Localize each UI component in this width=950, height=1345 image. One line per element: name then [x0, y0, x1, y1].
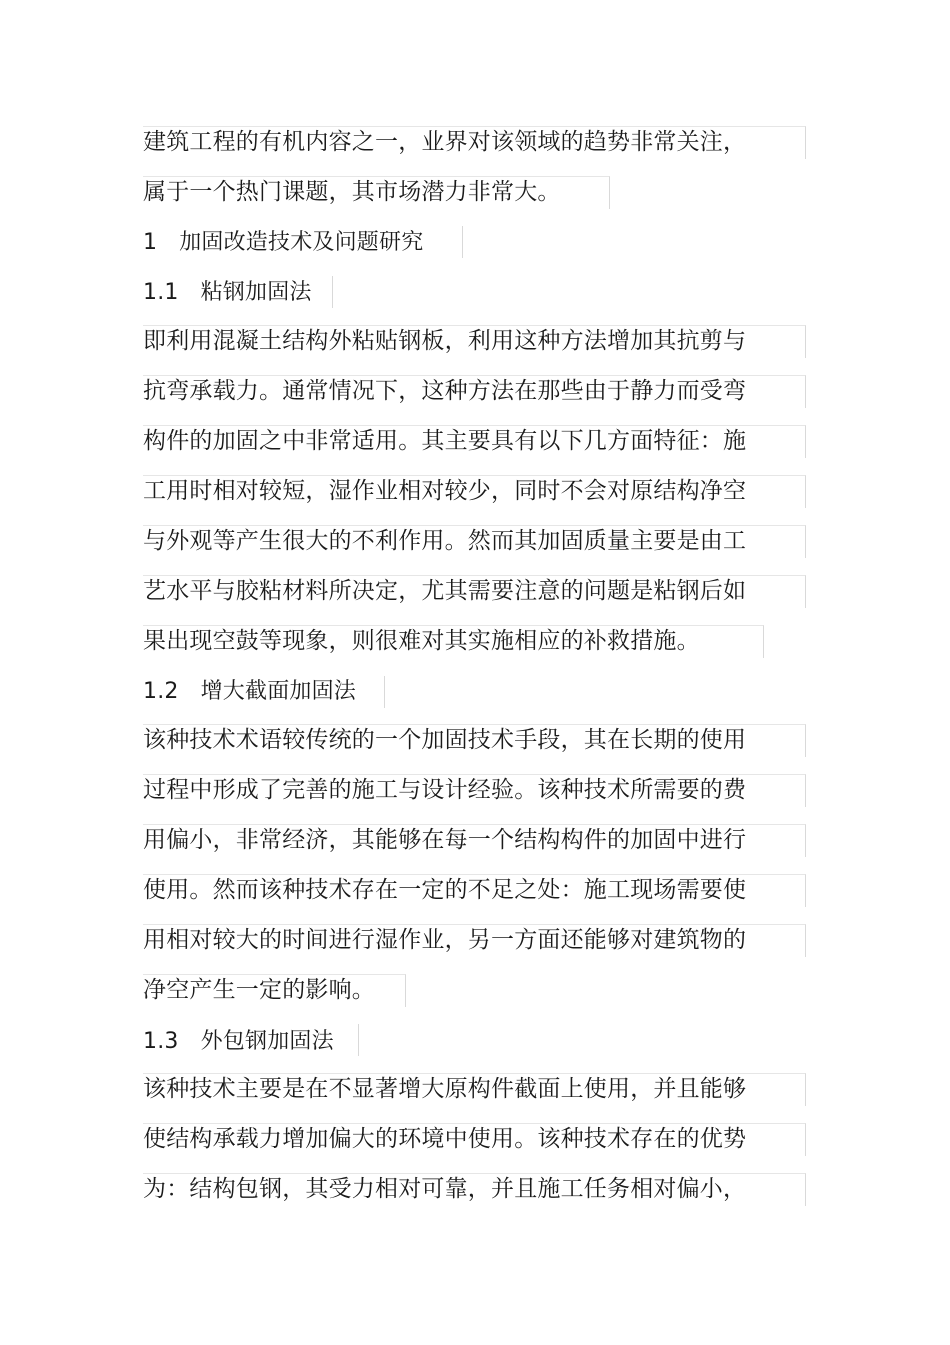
paragraph-line: 果出现空鼓等现象，则很难对其实施相应的补救措施。	[143, 628, 700, 654]
paragraph-line: 使用。然而该种技术存在一定的不足之处：施工现场需要使	[143, 877, 747, 903]
paragraph-line: 即利用混凝土结构外粘贴钢板，利用这种方法增加其抗剪与	[143, 328, 747, 354]
section-heading-1-2	[143, 676, 356, 708]
section-title: 增大截面加固法	[200, 679, 356, 704]
paragraph-line: 过程中形成了完善的施工与设计经验。该种技术所需要的费	[143, 777, 747, 803]
paragraph-line: 使结构承载力增加偏大的环境中使用。该种技术存在的优势	[143, 1126, 747, 1152]
paragraph-line: 与外观等产生很大的不利作用。然而其加固质量主要是由工	[143, 528, 747, 554]
section-title: 外包钢加固法	[200, 1029, 334, 1054]
section-number: 1.2	[143, 679, 179, 704]
paragraph-line: 抗弯承载力。通常情况下，这种方法在那些由于静力而受弯	[143, 378, 747, 404]
section-heading-1-1	[143, 277, 312, 309]
paragraph-line: 建筑工程的有机内容之一，业界对该领域的趋势非常关注，	[143, 129, 747, 155]
section-heading-1-3	[143, 1026, 334, 1058]
paragraph-line: 艺水平与胶粘材料所决定，尤其需要注意的问题是粘钢后如	[143, 578, 747, 604]
paragraph-line: 为：结构包钢，其受力相对可靠，并且施工任务相对偏小，	[143, 1176, 747, 1202]
paragraph-line: 属于一个热门课题，其市场潜力非常大。	[143, 179, 561, 205]
section-number: 1.3	[143, 1029, 179, 1054]
paragraph-line: 工用时相对较短，湿作业相对较少，同时不会对原结构净空	[143, 478, 747, 504]
paragraph-line: 净空产生一定的影响。	[143, 977, 375, 1003]
paragraph-line: 用相对较大的时间进行湿作业，另一方面还能够对建筑物的	[143, 927, 747, 953]
paragraph-line: 用偏小，非常经济，其能够在每一个结构构件的加固中进行	[143, 827, 747, 853]
paragraph-line: 该种技术术语较传统的一个加固技术手段，其在长期的使用	[143, 727, 747, 753]
section-title: 粘钢加固法	[200, 280, 312, 305]
paragraph-line: 构件的加固之中非常适用。其主要具有以下几方面特征：施	[143, 428, 747, 454]
section-number: 1	[143, 230, 158, 255]
section-title: 加固改造技术及问题研究	[179, 230, 424, 255]
paragraph-line: 该种技术主要是在不显著增大原构件截面上使用，并且能够	[143, 1076, 747, 1102]
section-number: 1.1	[143, 280, 179, 305]
section-heading-1	[143, 227, 423, 259]
